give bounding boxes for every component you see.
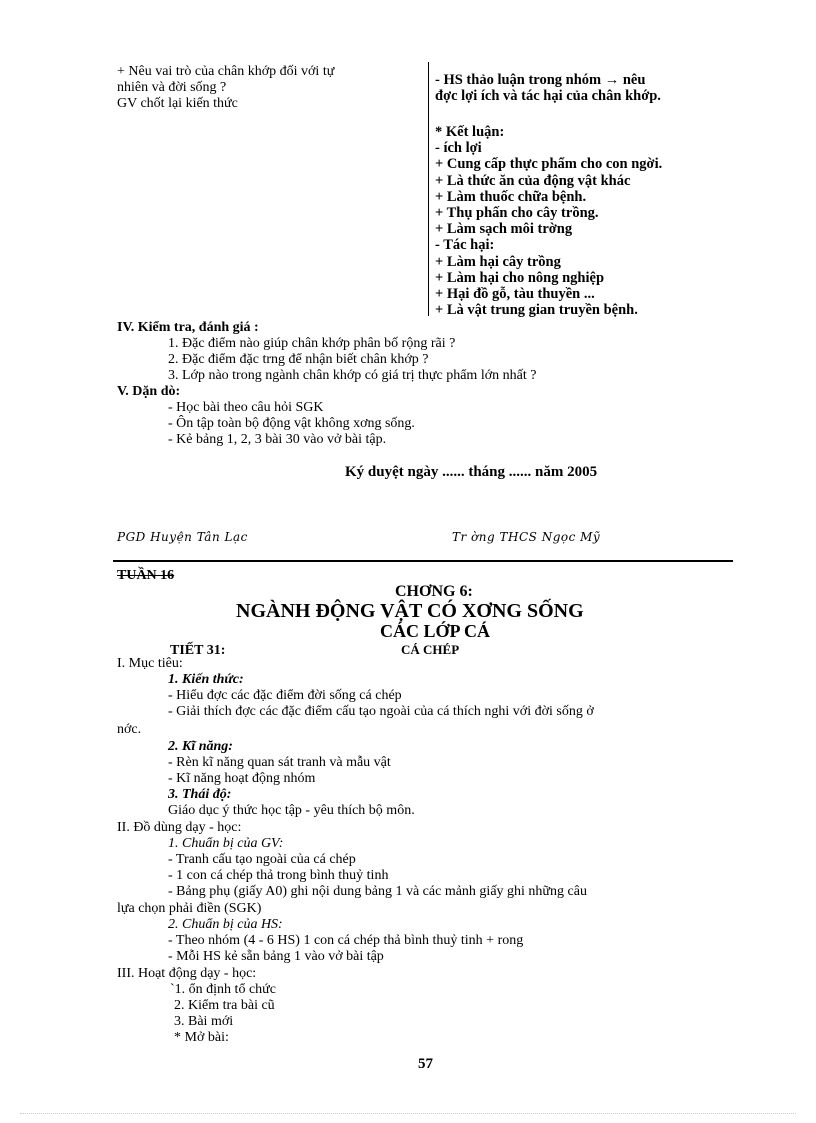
chapter-number: CHƠNG 6: bbox=[395, 583, 473, 600]
lesson-title: CÁ CHÉP bbox=[401, 642, 460, 657]
list-item: - Tranh cấu tạo ngoài của cá chép bbox=[168, 852, 356, 867]
attitude-text: Giáo dục ý thức học tập - yêu thích bộ môn. bbox=[168, 803, 415, 818]
page-separator bbox=[113, 560, 733, 562]
list-item: - 1 con cá chép thả trong bình thuỷ tinh bbox=[168, 868, 389, 883]
knowledge-heading: 1. Kiến thức: bbox=[168, 672, 244, 687]
list-item: * Mở bài: bbox=[174, 1030, 229, 1045]
list-item-continuation: lựa chọn phải điền (SGK) bbox=[117, 901, 262, 916]
skills-heading: 2. Kĩ năng: bbox=[168, 739, 233, 754]
list-item: - Hiểu đợc các đặc điểm đời sống cá chép bbox=[168, 688, 402, 703]
text-line: + Làm hại cho nông nghiệp bbox=[435, 269, 605, 286]
list-item: 1. Đặc điểm nào giúp chân khớp phân bố rộng rãi ? bbox=[168, 336, 456, 351]
text-line: + Cung cấp thực phẩm cho con ngời. bbox=[435, 156, 663, 173]
list-item: - Ôn tập toàn bộ động vật không xơng sống. bbox=[168, 416, 415, 431]
list-item: 2. Kiểm tra bài cũ bbox=[174, 998, 275, 1013]
chapter-title: NGÀNH ĐỘNG VẬT CÓ XƠNG SỐNG bbox=[236, 600, 584, 622]
skills-items bbox=[168, 755, 391, 787]
text-line: - Tác hại: bbox=[435, 237, 495, 254]
student-prep-heading: 2. Chuẩn bị của HS: bbox=[168, 917, 283, 932]
page-number: 57 bbox=[418, 1056, 433, 1072]
footer-left: PGD Huyện Tân Lạc bbox=[117, 530, 248, 544]
footer-right: Tr ờng THCS Ngọc Mỹ bbox=[452, 530, 601, 544]
approval-line: Ký duyệt ngày ...... tháng ...... năm 2005 bbox=[345, 464, 598, 480]
student-activity-column bbox=[435, 72, 661, 104]
list-item: - Kĩ năng hoạt động nhóm bbox=[168, 771, 316, 786]
text-line: + Là thức ăn của động vật khác bbox=[435, 172, 631, 189]
column-divider bbox=[428, 62, 429, 316]
list-item: - Bảng phụ (giấy A0) ghi nội dung bảng 1 và các mảnh giấy ghi những câu bbox=[168, 884, 587, 899]
section-5-items bbox=[168, 400, 415, 448]
section-1-heading: I. Mục tiêu: bbox=[117, 656, 183, 671]
text-line: + Làm thuốc chữa bệnh. bbox=[435, 188, 587, 205]
conclusion-block bbox=[435, 124, 662, 318]
section-5-heading: V. Dặn dò: bbox=[117, 384, 181, 399]
text-line: + Thụ phấn cho cây trồng. bbox=[435, 205, 599, 222]
section-4-heading: IV. Kiểm tra, đánh giá : bbox=[117, 320, 259, 335]
list-item: `1. ổn định tổ chức bbox=[170, 982, 276, 997]
text-line: + Làm hại cây trồng bbox=[435, 253, 561, 270]
list-item: 3. Lớp nào trong ngành chân khớp có giá trị thực phẩm lớn nhất ? bbox=[168, 368, 537, 383]
week-label: TUẦN 16 bbox=[117, 568, 175, 583]
teacher-prep-heading: 1. Chuẩn bị của GV: bbox=[168, 836, 284, 851]
text-line: + Làm sạch môi trờng bbox=[435, 221, 573, 238]
student-prep-items bbox=[168, 933, 523, 965]
conclusion-heading: * Kết luận: bbox=[435, 124, 505, 140]
lesson-number: TIẾT 31: bbox=[170, 643, 226, 658]
text-line: + Hại đồ gỗ, tàu thuyền ... bbox=[435, 286, 595, 303]
teacher-prep-items bbox=[168, 852, 587, 900]
list-item: - Giải thích đợc các đặc điểm cấu tạo ngoài của cá thích nghi với đời sống ở bbox=[168, 704, 594, 719]
class-title: CÁC LỚP CÁ bbox=[380, 621, 491, 641]
knowledge-items bbox=[168, 688, 594, 720]
section-2-heading: II. Đồ dùng dạy - học: bbox=[117, 820, 242, 835]
text-line: - ích lợi bbox=[435, 140, 482, 157]
section-4-items bbox=[168, 336, 536, 384]
attitude-heading: 3. Thái độ: bbox=[168, 787, 232, 802]
list-item: - Học bài theo câu hỏi SGK bbox=[168, 400, 324, 415]
list-item: - Kẻ bảng 1, 2, 3 bài 30 vào vở bài tập. bbox=[168, 432, 387, 447]
list-item: - Theo nhóm (4 - 6 HS) 1 con cá chép thả bình thuỷ tinh + rong bbox=[168, 933, 524, 948]
list-item: - Rèn kĩ năng quan sát tranh và mẫu vật bbox=[168, 755, 391, 770]
section-3-items bbox=[170, 982, 276, 1046]
text-line: + Là vật trung gian truyền bệnh. bbox=[435, 302, 638, 319]
text-line: + Nêu vai trò của chân khớp đối với tự bbox=[117, 64, 335, 79]
bottom-border bbox=[20, 1113, 796, 1114]
text-line: đợc lợi ích và tác hại của chân khớp. bbox=[435, 88, 661, 104]
list-item: 3. Bài mới bbox=[174, 1014, 234, 1029]
teacher-activity-column bbox=[117, 64, 334, 112]
section-3-heading: III. Hoạt động dạy - học: bbox=[117, 966, 257, 981]
text-line: - HS thảo luận trong nhóm → nêu bbox=[435, 72, 646, 88]
text-line: GV chốt lại kiến thức bbox=[117, 96, 238, 111]
list-item-continuation: nớc. bbox=[117, 722, 142, 737]
list-item: - Mỗi HS kẻ sẵn bảng 1 vào vở bài tập bbox=[168, 949, 384, 964]
text-line: nhiên và đời sống ? bbox=[117, 80, 227, 95]
list-item: 2. Đặc điểm đặc trng để nhận biết chân khớp ? bbox=[168, 352, 429, 367]
